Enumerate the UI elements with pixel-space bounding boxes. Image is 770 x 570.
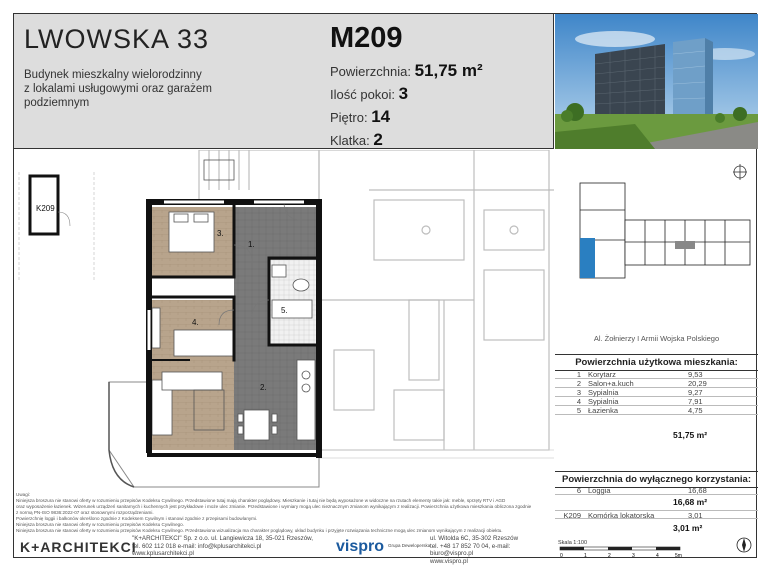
- storage-label: K209: [36, 204, 55, 213]
- room-4-label: 4.: [192, 318, 199, 327]
- apartment-location-highlight: [580, 238, 595, 278]
- description-line: Budynek mieszkalny wielorodzinny: [24, 69, 202, 81]
- storage-row: K209 Komórka lokatorska 3,01: [555, 510, 758, 519]
- scale-label: Skala 1:100: [558, 540, 588, 546]
- room-5-label: 5.: [281, 306, 288, 315]
- scale-tick: 3: [632, 553, 635, 559]
- notes-line: oraz wyposażenie łazienek. Wizerunek urządzeń sanitarnych i kuchennych jest przykładowe i może ulec zmianie. Przedstawione i wymiary mogą ulec nieznacznym zmianom wynikającym z realizacji. Powierzchnia użytkowa mieszkania obliczona zgodnie: [16, 504, 532, 509]
- usable-area-row: 1 Korytarz 9,53: [555, 370, 758, 379]
- usable-area-row: 2 Salon+a.kuch 20,29: [555, 379, 758, 388]
- room-3-label: 3.: [217, 229, 224, 238]
- stat-staircase: Klatka: 2: [330, 130, 383, 149]
- apartment-code: M209: [330, 22, 403, 54]
- storage-total: 3,01 m²: [673, 523, 703, 533]
- building-render-image: [555, 14, 758, 149]
- room-2-label: 2.: [260, 383, 267, 392]
- notes-line: Niniejsza broszura nie stanowi oferty w rozumieniu przepisów Kodeksu Cywilnego.: [16, 522, 185, 527]
- scale-tick: 0: [560, 553, 563, 559]
- room-1-label: 1.: [248, 240, 255, 249]
- notes-line: Powierzchnię loggii i balkonów określono zgodnie z Kodeksem Cywilnym i stanowi zgodnie z przepisami budowlanymi.: [16, 516, 258, 521]
- scale-tick: 2: [608, 553, 611, 559]
- footer: [14, 534, 554, 565]
- architect-logo: K+ARCHITEKCI: [20, 539, 137, 555]
- developer-logo: vispro: [336, 538, 385, 555]
- stat-area: Powierzchnia: 51,75 m²: [330, 61, 483, 80]
- disclaimer-notes: [16, 492, 552, 534]
- exclusive-area-title: Powierzchnia do wyłącznego korzystania:: [555, 471, 758, 488]
- architect-website-link[interactable]: www.kplusarchitekci.pl: [132, 550, 194, 557]
- developer-contact: ul. Witolda 6C, 35-302 Rzeszów tel. +48 17 852 70 04, e-mail: biuro@vispro.pl www.vispro.pl: [430, 535, 554, 565]
- scale-tick: 1: [584, 553, 587, 559]
- usable-area-row: 4 Sypialnia 7,91: [555, 397, 758, 406]
- scale-bar: [558, 540, 688, 562]
- scale-tick: 5m: [675, 553, 682, 559]
- usable-area-total: 51,75 m²: [673, 430, 708, 440]
- stat-floor: Piętro: 14: [330, 107, 391, 126]
- apartment-stats: [330, 60, 483, 152]
- header-panel: [14, 14, 554, 149]
- stat-rooms: Ilość pokoi: 3: [330, 84, 409, 103]
- notes-line: z normą PN-ISO 9836:2022-07 oraz stosownymi rozporządzeniami.: [16, 510, 154, 515]
- scale-tick: 4: [656, 553, 659, 559]
- brochure-sheet: [13, 13, 757, 565]
- architect-contact: "K+ARCHITEKCI" Sp. z o.o. ul. Langiewicza 18, 35-021 Rzeszów, tel. 602 112 018 e-mail: info@kplusarchitekci.pl www.kplusarchitekci.pl: [132, 535, 313, 557]
- building-title: LWOWSKA 33: [24, 24, 210, 54]
- floor-plan: [14, 150, 554, 490]
- developer-website-link[interactable]: www.vispro.pl: [430, 557, 468, 565]
- street-label: Al. Żołnierzy I Armii Wojska Polskiego: [593, 334, 720, 343]
- usable-area-row: 3 Sypialnia 9,27: [555, 388, 758, 397]
- description-line: podziemnym: [24, 97, 90, 109]
- usable-area-row: 5 Łazienka 4,75: [555, 406, 758, 415]
- exclusive-area-row: 6 Loggia 16,68: [555, 486, 758, 495]
- developer-tagline: Grupa Deweloperska: [388, 543, 431, 548]
- key-plan: [555, 150, 758, 330]
- building-description: [24, 68, 274, 110]
- info-panel: [555, 150, 758, 559]
- description-line: z lokalami usługowymi oraz garażem: [24, 83, 212, 95]
- storage-room-k209: [19, 172, 94, 280]
- notes-line: Niniejsza broszura nie stanowi oferty w rozumieniu przepisów Kodeksu Cywilnego. Przedstawiona wizualizacja ma charakter poglądowy, układ budynku i przyjęte rozwiązania techniczne mogą ulec zmianom wynikającym z realizacji obiektu.: [16, 528, 503, 533]
- compass-icon: [735, 536, 753, 554]
- notes-heading: Uwagi:: [16, 492, 31, 497]
- exclusive-area-total: 16,68 m²: [673, 497, 708, 507]
- notes-line: Niniejsza broszura nie stanowi oferty w rozumieniu przepisów Kodeksu Cywilnego. Przedstawione tutaj mają charakter poglądowy. Mieszkanie i tutaj nie będą wyposażone w widoczne na rzutach elementy takie jak: meble, sprzęty RTV i AGD: [16, 498, 506, 503]
- usable-area-title: Powierzchnia użytkowa mieszkania:: [555, 354, 758, 371]
